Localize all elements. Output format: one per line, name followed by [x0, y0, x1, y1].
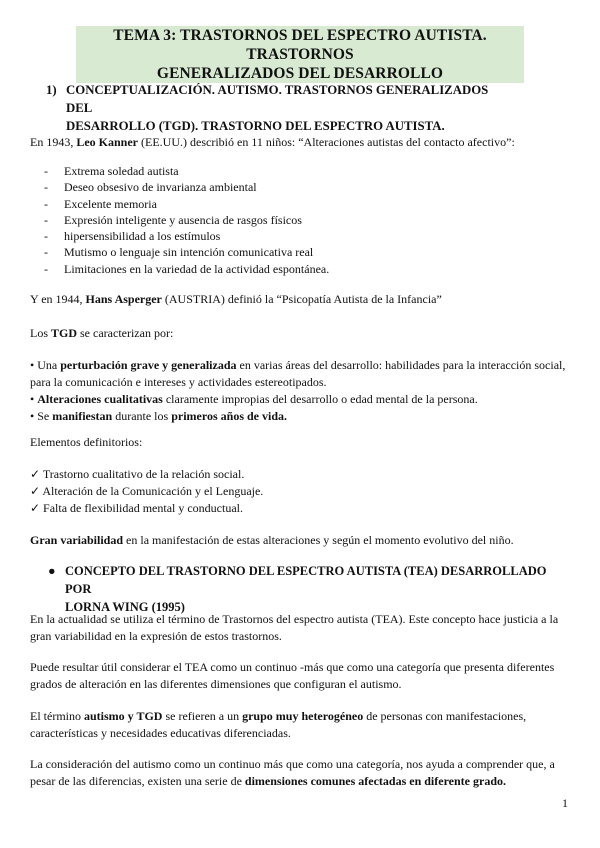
paragraph-tgd: [30, 325, 575, 342]
list-item-text: hipersensibilidad a los estímulos: [64, 229, 221, 244]
paragraph-consideracion: [30, 756, 575, 790]
dash-marker: -: [44, 180, 48, 195]
text-line: [30, 708, 575, 725]
text: pesar de las diferencias, existen una serie de: [30, 774, 245, 788]
list-item-text: Deseo obsesivo de invarianza ambiental: [64, 180, 257, 195]
list-item-text: Extrema soledad autista: [64, 164, 179, 178]
text-line: Puede resultar útil considerar el TEA como un continuo -más que como una categoría que presenta diferentes: [30, 660, 555, 674]
text: • Una: [30, 358, 61, 372]
list-item-text: Expresión inteligente y ausencia de rasgos físicos: [64, 212, 302, 227]
text-line: La consideración del autismo como un continuo más que como una categoría, nos ayuda a comprender que, a: [30, 757, 555, 771]
paragraph-variabilidad: [30, 532, 575, 549]
list-item: [44, 179, 329, 195]
document-title: [76, 26, 524, 83]
dash-marker: -: [44, 245, 48, 260]
section-number: 1): [46, 83, 57, 97]
text: En 1943,: [30, 135, 77, 149]
section-heading-line-1: CONCEPTUALIZACIÓN. AUTISMO. TRASTORNOS GENERALIZADOS DEL: [66, 83, 489, 115]
text-bold: manifiestan: [52, 409, 113, 423]
title-line-1: TEMA 3: TRASTORNOS DEL ESPECTRO AUTISTA. TRASTORNOS: [113, 27, 487, 63]
title-line-2: GENERALIZADOS DEL DESARROLLO: [156, 65, 444, 82]
list-item-text: Limitaciones en la variedad de la actividad espontánea.: [64, 261, 330, 276]
text: en la manifestación de estas alteraciones y según el momento evolutivo del niño.: [123, 533, 514, 547]
text: se caracterizan por:: [77, 326, 174, 340]
section-heading-line-2: LORNA WING (1995): [65, 600, 185, 614]
text-line: características y necesidades educativas diferenciadas.: [30, 726, 291, 740]
list-item-text: Excelente memoria: [64, 196, 157, 211]
list-item: [44, 163, 329, 179]
text: Los: [30, 326, 51, 340]
text: •: [30, 392, 38, 406]
name-kanner: Leo Kanner: [76, 135, 139, 149]
tgd-point-2: [30, 391, 575, 408]
name-asperger: Hans Asperger: [85, 292, 162, 306]
text: se refieren a un: [162, 709, 243, 723]
text: Y en 1944,: [30, 292, 86, 306]
list-item: [44, 244, 329, 260]
list-item: [44, 261, 329, 277]
text: (AUSTRIA) definió la “Psicopatía Autista de la Infancia”: [161, 292, 442, 306]
text-line: grados de alteración en las diferentes dimensiones que configuran el autismo.: [30, 677, 402, 691]
page-number: 1: [562, 796, 568, 810]
text-bold: Alteraciones cualitativas: [37, 392, 163, 406]
text-bold: TGD: [51, 326, 78, 340]
paragraph-asperger: [30, 291, 575, 308]
text-bold: perturbación grave y generalizada: [60, 358, 237, 372]
section-heading-line-1: CONCEPTO DEL TRASTORNO DEL ESPECTRO AUTISTA (TEA) DESARROLLADO POR: [65, 564, 547, 596]
text: claramente impropias del desarrollo o edad mental de la persona.: [162, 392, 478, 406]
dash-marker: -: [44, 196, 48, 211]
section-heading-line-2: DESARROLLO (TGD). TRASTORNO DEL ESPECTRO AUTISTA.: [66, 119, 445, 133]
list-item: [44, 196, 329, 212]
list-item: [44, 228, 329, 244]
text: (EE.UU.) describió en 11 niños: “Alteraciones autistas del contacto afectivo”:: [138, 135, 515, 149]
paragraph-actualidad: [30, 611, 575, 645]
paragraph-elementos: Elementos definitorios:: [30, 435, 143, 449]
list-item: [44, 212, 329, 228]
section-heading-tea: [48, 562, 548, 616]
text-bold: grupo muy heterogéneo: [242, 709, 364, 723]
paragraph-kanner: [30, 134, 575, 151]
tgd-points: [30, 357, 575, 425]
dash-marker: -: [44, 212, 48, 227]
paragraph-heterogeneo: [30, 708, 575, 742]
text-line: gran variabilidad en la expresión de estos trastornos.: [30, 629, 282, 643]
dash-marker: -: [44, 261, 48, 276]
text: El término: [30, 709, 84, 723]
check-item: ✓ Alteración de la Comunicación y el Lenguaje.: [30, 484, 264, 498]
text: de personas con manifestaciones,: [363, 709, 527, 723]
text-bold: primeros años de vida.: [171, 409, 287, 423]
text: durante los: [112, 409, 172, 423]
tgd-point-3: [30, 408, 575, 425]
text-bold: Gran variabilidad: [30, 533, 124, 547]
text: • Se: [30, 409, 53, 423]
text-bold: autismo y TGD: [84, 709, 163, 723]
text: en varias áreas del desarrollo: habilidades para la interacción social,: [236, 358, 566, 372]
check-item: ✓ Falta de flexibilidad mental y conductual.: [30, 501, 243, 515]
tgd-point-1-line-2: para la comunicación e intereses y actividades estereotipados.: [30, 375, 327, 389]
text-line: [30, 773, 575, 790]
text-bold: dimensiones comunes afectadas en diferente grado.: [244, 774, 506, 788]
section-heading-1: [46, 81, 516, 135]
bullet-icon: ●: [48, 564, 56, 578]
tgd-point-1: [30, 357, 575, 374]
list-item-text: Mutismo o lenguaje sin intención comunicativa real: [64, 245, 314, 260]
kanner-list: [44, 163, 329, 277]
check-item: ✓ Trastorno cualitativo de la relación social.: [30, 467, 245, 481]
dash-marker: -: [44, 164, 48, 178]
paragraph-continuo: [30, 659, 575, 693]
dash-marker: -: [44, 229, 48, 244]
checklist: [30, 466, 575, 517]
text-line: En la actualidad se utiliza el término de Trastornos del espectro autista (TEA). Este concepto hace justicia a la: [30, 612, 559, 626]
